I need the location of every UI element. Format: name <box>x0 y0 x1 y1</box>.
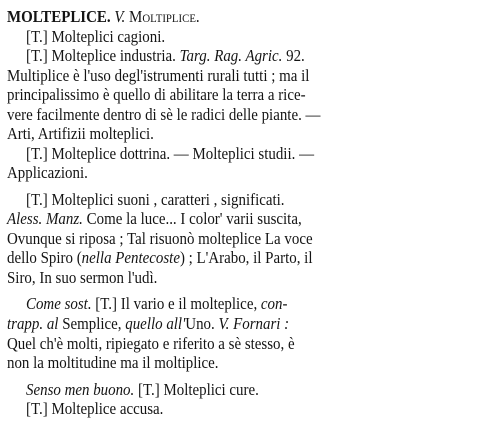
cross-ref-abbr: V. <box>114 7 126 26</box>
quote-text: vere facilmente dentro di sè le radici delle piante. — <box>7 105 321 124</box>
author-citation: V. Fornari : <box>218 314 290 333</box>
sense-text: Molteplici cagioni. <box>51 27 166 46</box>
entry-line-10 <box>26 190 285 209</box>
quote-italic: nella Pentecoste <box>81 248 180 267</box>
sense-marker: [T.] <box>26 27 48 46</box>
sense-italic: quello all' <box>125 314 186 333</box>
sense-text: Molteplici suoni , caratteri , significati. <box>51 190 285 209</box>
sense-italic: con- <box>260 294 288 313</box>
sense-text: Molteplice dottrina. — Molteplici studii. — <box>51 144 315 163</box>
quote-text: principalissimo è quello di abilitare la terra a rice- <box>7 85 306 104</box>
entry-line-11 <box>7 209 302 228</box>
sense-text: Il vario e il molteplice, <box>120 294 258 313</box>
sense-marker: [T.] <box>95 294 117 313</box>
quote-text: Multiplice è l'uso degl'istrumenti rurali tutti ; ma il <box>7 66 310 85</box>
entry-line-15 <box>26 294 287 313</box>
sense-text: Molteplici cure. <box>163 380 259 399</box>
entry-line-7 <box>7 124 154 143</box>
quote-text: Come la luce... I color' varii suscita, <box>86 209 302 228</box>
entry-line-9 <box>7 163 88 182</box>
entry-line-5 <box>7 85 306 104</box>
source-number: 92. <box>286 46 305 65</box>
sense-marker: [T.] <box>26 144 48 163</box>
entry-line-2 <box>26 27 165 46</box>
sense-text: Uno. <box>185 314 215 333</box>
cross-ref-word: Moltiplice. <box>129 7 200 26</box>
entry-line-17 <box>7 334 295 353</box>
quote-text: non la moltitudine ma il moltiplice. <box>7 353 219 372</box>
entry-line-4 <box>7 66 309 85</box>
sense-marker: [T.] <box>138 380 160 399</box>
sense-italic: trapp. al <box>7 314 59 333</box>
entry-line-3 <box>26 46 305 65</box>
sense-lead: Come sost. <box>26 294 92 313</box>
author-citation: Aless. Manz. <box>7 209 83 228</box>
entry-line-6 <box>7 105 320 124</box>
entry-line-13 <box>7 248 312 267</box>
sense-marker: [T.] <box>26 46 48 65</box>
quote-text: Ovunque si riposa ; Tal risuonò molteplice La voce <box>7 229 313 248</box>
entry-line-20 <box>26 399 163 418</box>
entry-line-14 <box>7 268 157 287</box>
sense-text: Molteplice industria. <box>51 46 176 65</box>
entry-line-1 <box>7 7 200 26</box>
source-citation: Targ. Rag. Agric. <box>179 46 283 65</box>
quote-text: Siro, In suo sermon l'udì. <box>7 268 158 287</box>
quote-text: Quel ch'è molti, ripiegato e riferito a sè stesso, è <box>7 334 295 353</box>
quote-text: ) ; L'Arabo, il Parto, il <box>179 248 313 267</box>
sense-text: Applicazioni. <box>7 163 88 182</box>
quote-text: Arti, Artifizii molteplici. <box>7 124 154 143</box>
sense-marker: [T.] <box>26 190 48 209</box>
sense-marker: [T.] <box>26 399 48 418</box>
sense-text: Semplice, <box>62 314 122 333</box>
sense-lead: Senso men buono. <box>26 380 135 399</box>
quote-text: dello Spiro ( <box>7 248 82 267</box>
entry-line-18 <box>7 353 219 372</box>
entry-line-16 <box>7 314 289 333</box>
headword: MOLTEPLICE. <box>7 7 111 26</box>
entry-line-12 <box>7 229 313 248</box>
entry-line-19 <box>26 380 259 399</box>
sense-text: Molteplice accusa. <box>51 399 164 418</box>
entry-line-8 <box>26 144 314 163</box>
